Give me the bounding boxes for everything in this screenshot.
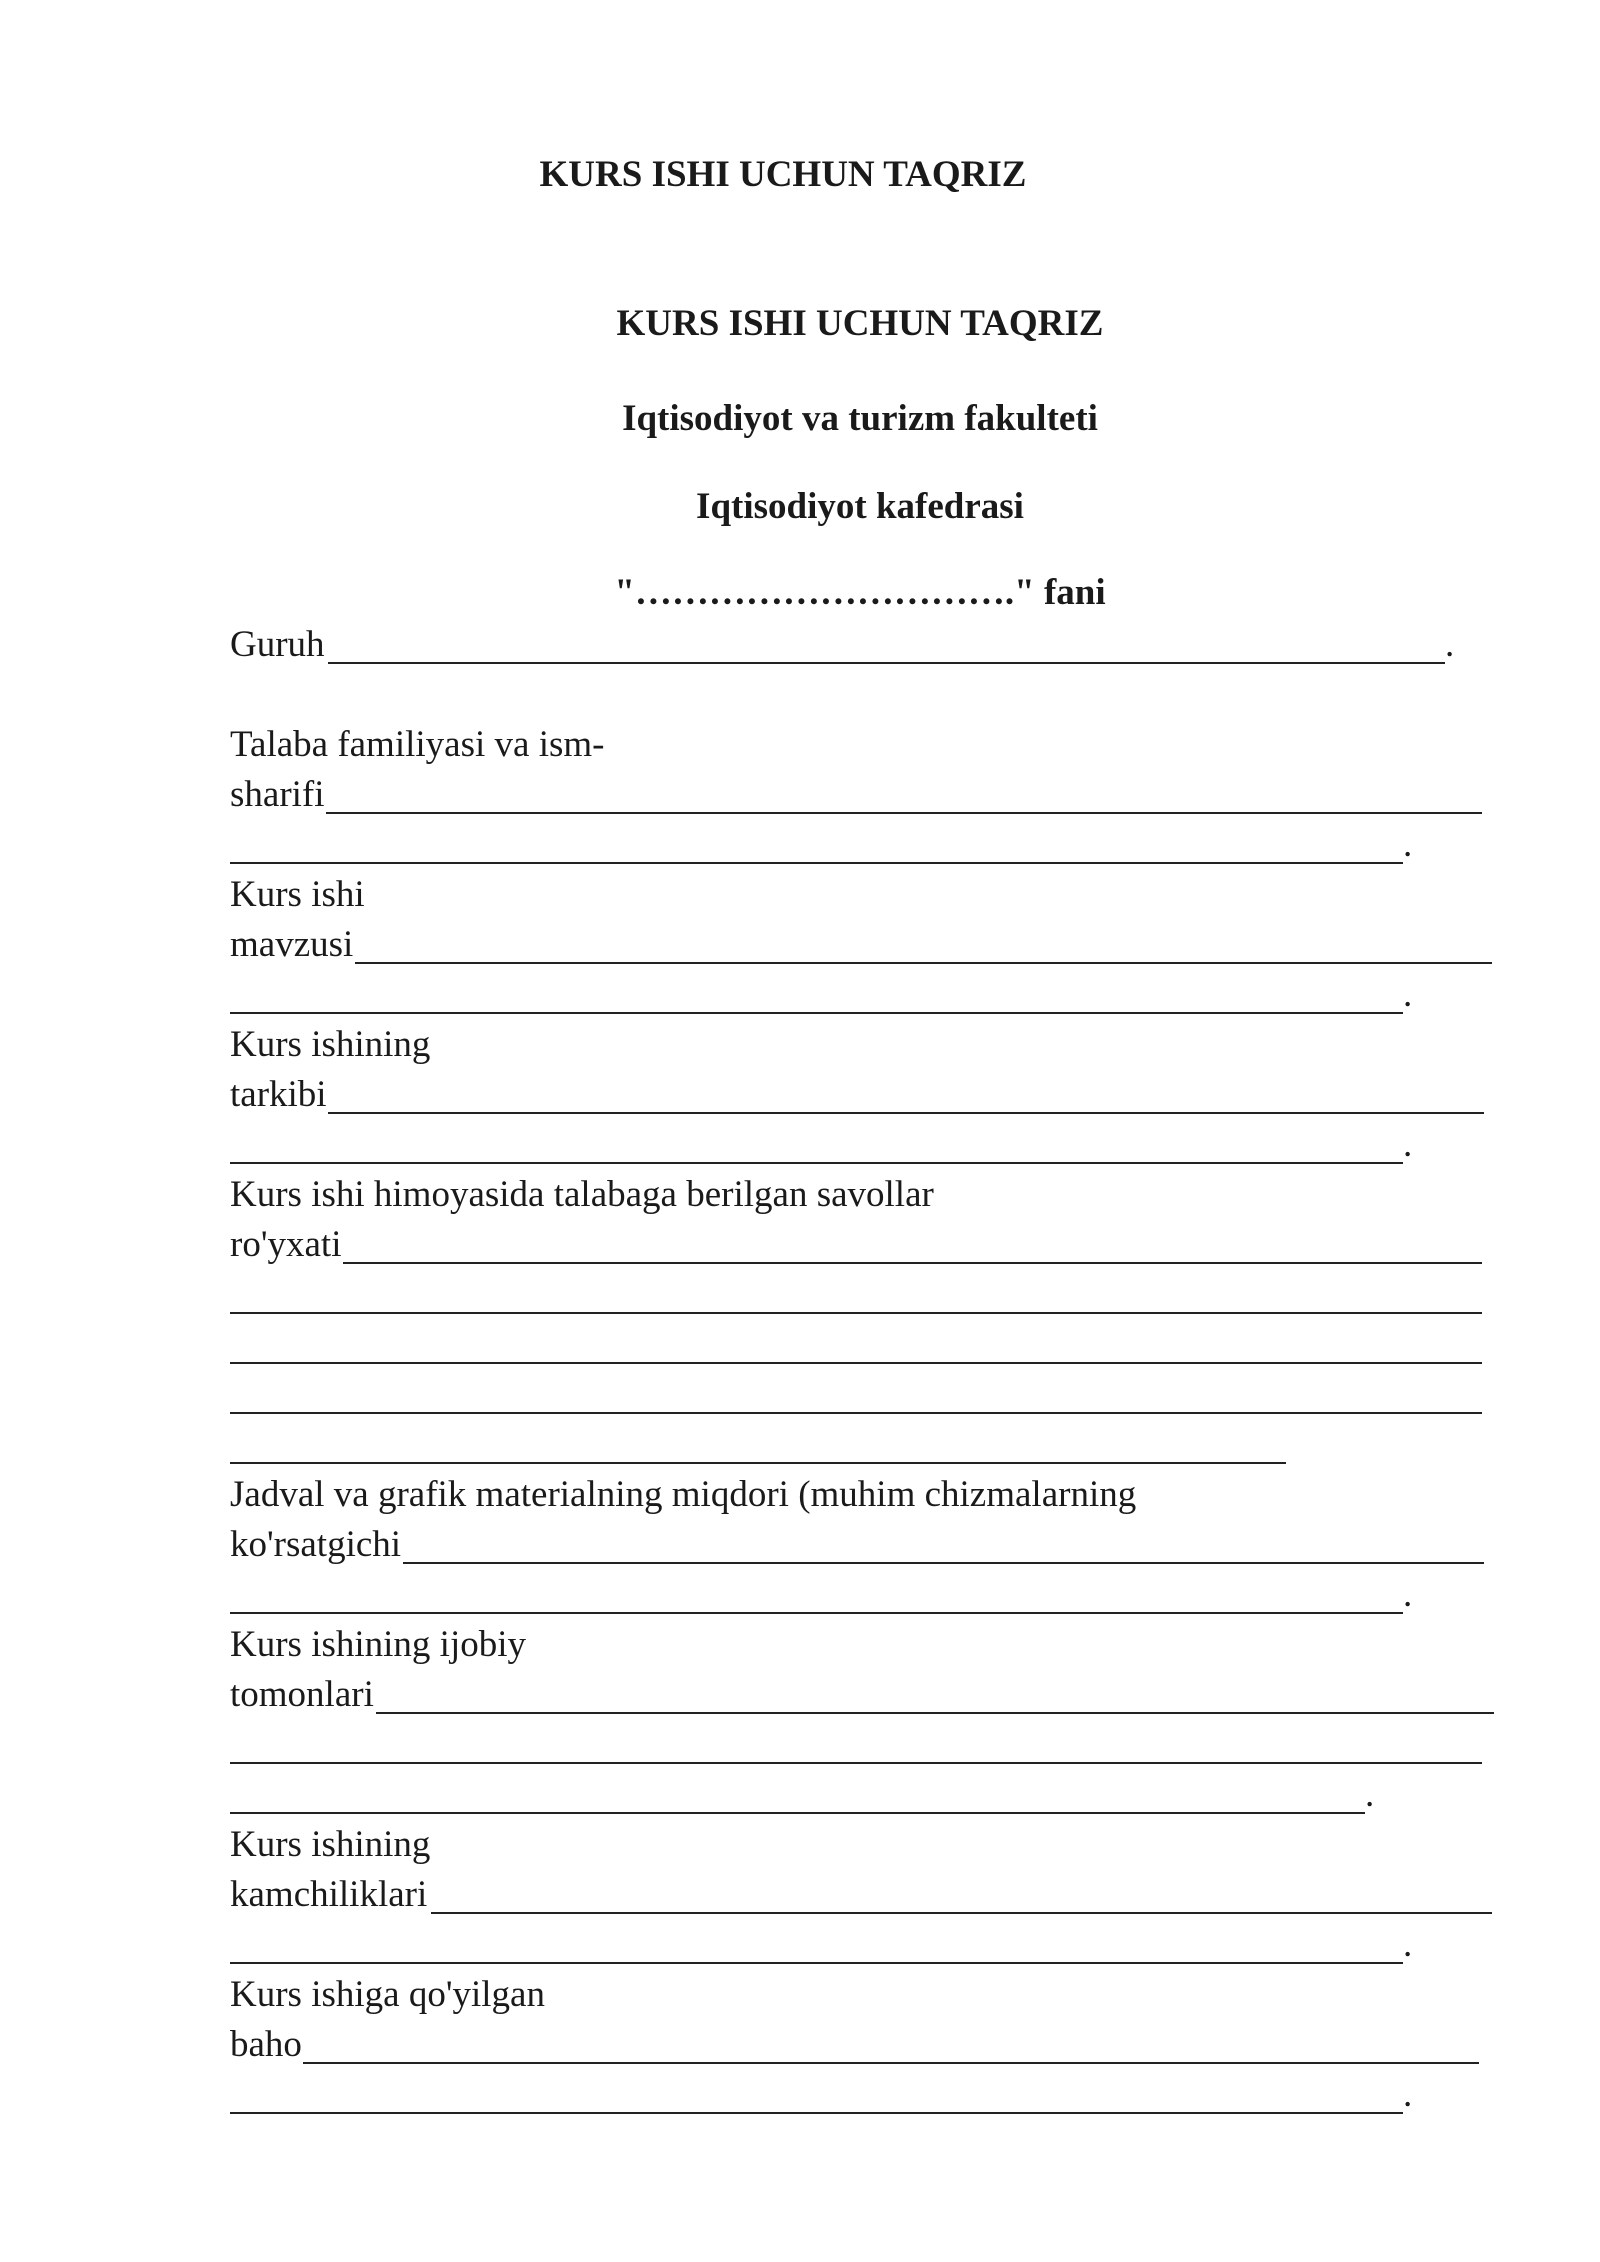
topic-input-line-2[interactable] (230, 1012, 1403, 1014)
tables-input-line-1[interactable] (403, 1562, 1484, 1564)
grade-period: . (1403, 2074, 1413, 2115)
positive-period: . (1365, 1774, 1375, 1815)
topic-period: . (1403, 974, 1413, 1015)
structure-period: . (1403, 1124, 1413, 1165)
grade-input-line-2[interactable] (230, 2112, 1403, 2114)
group-input-line[interactable] (328, 662, 1445, 664)
questions-input-line-1[interactable] (343, 1262, 1482, 1264)
questions-label-line2: ro'yxati (230, 1224, 342, 1265)
grade-label-line1: Kurs ishiga qo'yilgan (230, 1974, 545, 2015)
positive-label-line2: tomonlari (230, 1674, 374, 1715)
grade-label-line2: baho (230, 2024, 302, 2065)
grade-input-line-1[interactable] (303, 2062, 1479, 2064)
student-label-line1: Talaba familiyasi va ism- (230, 724, 605, 765)
structure-label-line1: Kurs ishining (230, 1024, 431, 1065)
structure-label-line2: tarkibi (230, 1074, 327, 1115)
weakness-period: . (1403, 1924, 1413, 1965)
student-input-line-1[interactable] (326, 812, 1482, 814)
tables-input-line-2[interactable] (230, 1612, 1403, 1614)
tables-label-line2: ko'rsatgichi (230, 1524, 402, 1565)
group-period: . (1445, 624, 1455, 665)
student-input-line-2[interactable] (230, 862, 1403, 864)
questions-input-line-5[interactable] (230, 1462, 1286, 1464)
positive-input-line-2[interactable] (230, 1762, 1482, 1764)
topic-label-line1: Kurs ishi (230, 874, 365, 915)
structure-input-line-2[interactable] (230, 1162, 1403, 1164)
topic-label-line2: mavzusi (230, 924, 354, 965)
questions-label-line1: Kurs ishi himoyasida talabaga berilgan savollar (230, 1174, 934, 1215)
questions-input-line-3[interactable] (230, 1362, 1482, 1364)
tables-period: . (1403, 1574, 1413, 1615)
student-period: . (1403, 824, 1413, 865)
weakness-label-line2: kamchiliklari (230, 1874, 428, 1915)
questions-input-line-4[interactable] (230, 1412, 1482, 1414)
weakness-label-line1: Kurs ishining (230, 1824, 431, 1865)
group-label: Guruh (230, 624, 325, 665)
faculty-name: Iqtisodiyot va turizm fakulteti (622, 398, 1098, 439)
weakness-input-line-1[interactable] (431, 1912, 1492, 1914)
positive-label-line1: Kurs ishining ijobiy (230, 1624, 527, 1665)
topic-input-line-1[interactable] (355, 962, 1492, 964)
department-name: Iqtisodiyot kafedrasi (696, 486, 1024, 527)
positive-input-line-3[interactable] (230, 1812, 1365, 1814)
positive-input-line-1[interactable] (376, 1712, 1494, 1714)
student-label-line2: sharifi (230, 774, 325, 815)
subject-line: "…………………………." fani (614, 572, 1106, 613)
tables-label-line1: Jadval va grafik materialning miqdori (muhim chizmalarning (230, 1474, 1137, 1515)
questions-input-line-2[interactable] (230, 1312, 1482, 1314)
weakness-input-line-2[interactable] (230, 1962, 1403, 1964)
top-title: KURS ISHI UCHUN TAQRIZ (539, 154, 1027, 195)
structure-input-line-1[interactable] (328, 1112, 1484, 1114)
form-title: KURS ISHI UCHUN TAQRIZ (616, 303, 1104, 344)
